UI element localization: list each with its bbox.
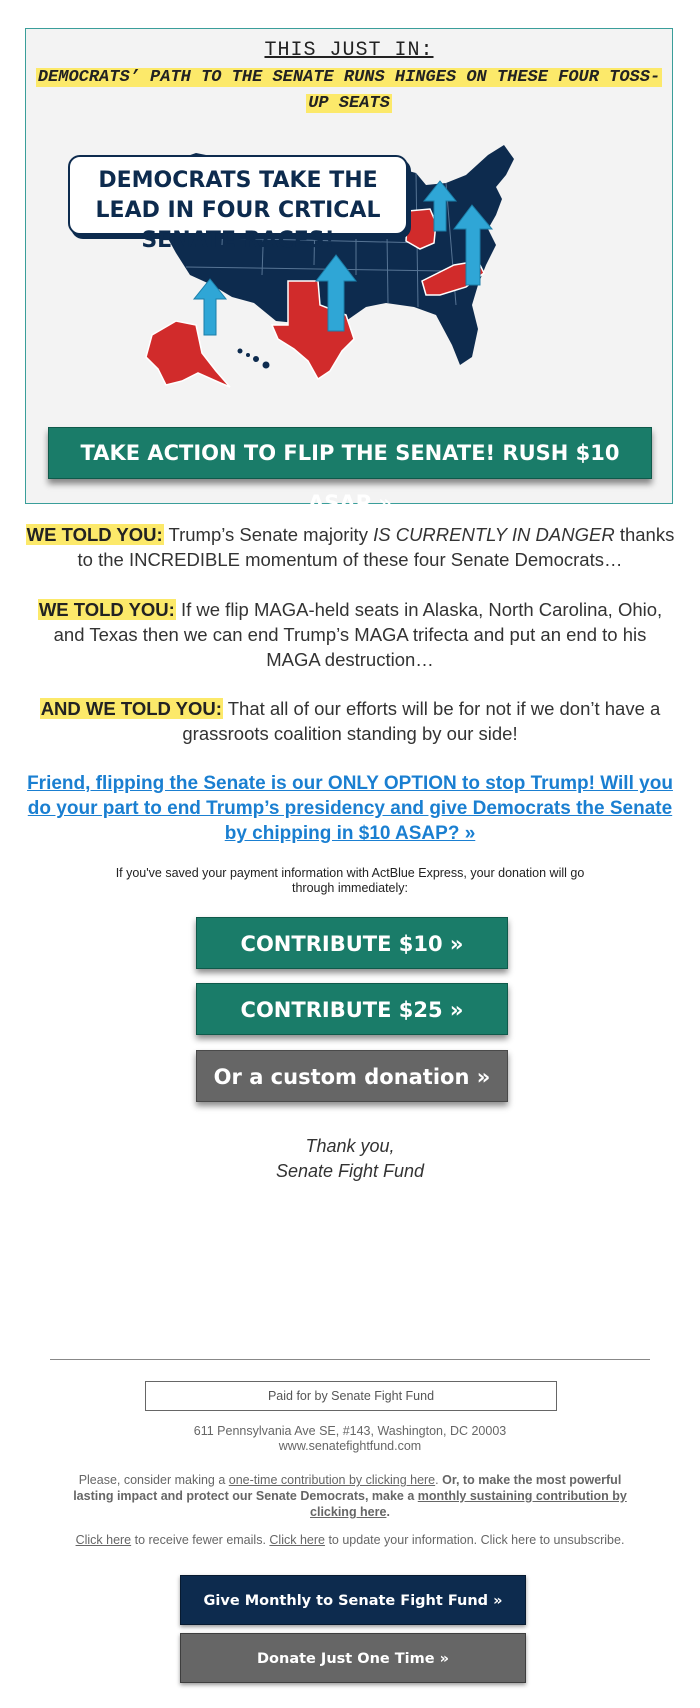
paragraph-3: AND WE TOLD YOU: That all of our efforts will be for not if we don’t have a grassroots coalition standing by our side!	[40, 698, 661, 744]
contribute-10-button[interactable]: CONTRIBUTE $10 »	[196, 917, 508, 969]
contribute-25-button[interactable]: CONTRIBUTE $25 »	[196, 983, 508, 1035]
update-info-link[interactable]: Click here	[269, 1533, 325, 1547]
ohio-shape	[406, 209, 436, 249]
hero-kicker: THIS JUST IN:	[264, 39, 434, 62]
highlight-label: WE TOLD YOU:	[38, 599, 175, 620]
map-callout: DEMOCRATS TAKE THE LEAD IN FOUR CRTICAL SENATE RACES!	[68, 155, 408, 235]
fewer-emails-link[interactable]: Click here	[75, 1533, 132, 1547]
footer-website: www.senatefightfund.com	[278, 1439, 422, 1453]
footer-consider: Please, consider making a one-time contribution by clicking here. Or, to make the most powerful lasting impact and protect our Senate Democrats, make a monthly sustaining contribution by clicking here.	[73, 1473, 627, 1519]
footer-email-links: Click here to receive fewer emails. Click here to update your information. Click here to unsubscribe.	[75, 1533, 625, 1547]
hero-banner	[25, 28, 673, 515]
signoff-sender: Senate Fight Fund	[275, 1161, 425, 1181]
highlight-label: AND WE TOLD YOU:	[40, 698, 222, 719]
actblue-express-note: If you've saved your payment information with ActBlue Express, your donation will go through immediately:	[115, 866, 585, 895]
footer-address-block	[0, 1424, 700, 1454]
donate-one-time-button[interactable]: Donate Just One Time »	[180, 1633, 526, 1683]
footer-address: 611 Pennsylvania Ave SE, #143, Washington, DC 20003	[193, 1424, 507, 1438]
highlight-label: WE TOLD YOU:	[26, 524, 163, 545]
alaska-shape	[146, 321, 230, 387]
paid-for-box: Paid for by Senate Fight Fund	[145, 1381, 557, 1411]
unsubscribe-text: to update your information. Click here to unsubscribe.	[324, 1533, 625, 1547]
paragraph-1: WE TOLD YOU: Trump’s Senate majority IS CURRENTLY IN DANGER thanks to the INCREDIBLE momentum of these four Senate Democrats…	[26, 524, 675, 570]
paragraph-2: WE TOLD YOU: If we flip MAGA-held seats in Alaska, North Carolina, Ohio, and Texas then we can end Trump’s MAGA trifecta and put an end to his MAGA destruction…	[38, 599, 663, 670]
one-time-contribution-link[interactable]: one-time contribution by clicking here	[228, 1473, 436, 1487]
footer-divider	[50, 1359, 650, 1360]
donation-ask-link[interactable]: Friend, flipping the Senate is our ONLY OPTION to stop Trump! Will you do your part to end Trump’s presidency and give Democrats the Senate by chipping in $10 ASAP? »	[27, 773, 673, 844]
give-monthly-button[interactable]: Give Monthly to Senate Fight Fund »	[180, 1575, 526, 1625]
hero-headline: DEMOCRATS’ PATH TO THE SENATE RUNS HINGES ON THESE FOUR TOSS-UP SEATS	[37, 68, 661, 113]
signoff-thanks: Thank you,	[305, 1136, 395, 1156]
flip-senate-cta-button[interactable]: TAKE ACTION TO FLIP THE SENATE! RUSH $10 ASAP »	[48, 427, 652, 479]
signoff	[0, 1134, 700, 1184]
monthly-contribution-link[interactable]: monthly sustaining contribution by clicking here	[310, 1489, 627, 1519]
us-map-graphic	[26, 125, 674, 425]
custom-donation-button[interactable]: Or a custom donation »	[196, 1050, 508, 1102]
